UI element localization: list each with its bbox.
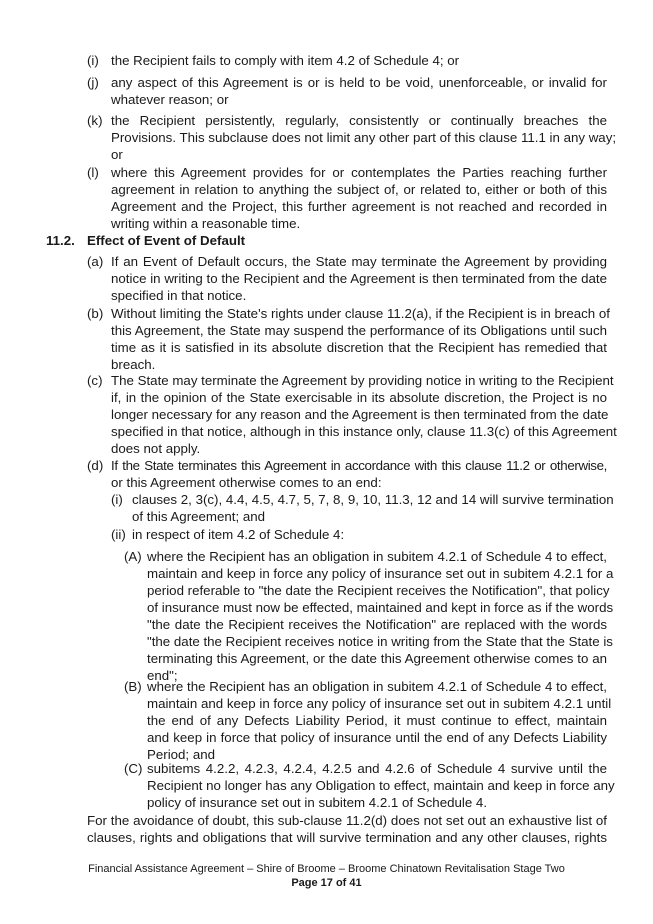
text-line: the Recipient persistently, regularly, consistently or continually breaches the bbox=[111, 113, 607, 128]
clause-a-text bbox=[111, 253, 607, 304]
subsubclause-label-A: (A) bbox=[124, 549, 142, 564]
text-line: in respect of item 4.2 of Schedule 4: bbox=[132, 527, 345, 542]
text-line: clauses, rights and obligations that will survive termination and any other clauses, rights bbox=[87, 830, 607, 845]
text-line: the Recipient fails to comply with item 4.2 of Schedule 4; or bbox=[111, 53, 460, 68]
text-line: the end of any Defects Liability Period, it must continue to effect, maintain bbox=[147, 713, 607, 728]
item-i-text bbox=[111, 52, 607, 69]
text-line: of this Agreement; and bbox=[132, 509, 266, 524]
text-line: where this Agreement provides for or contemplates the Parties reaching further bbox=[111, 165, 607, 180]
item-l-text bbox=[111, 164, 607, 232]
text-line: terminating this Agreement, or the date this Agreement otherwise comes to an bbox=[147, 651, 607, 666]
item-label-j: (j) bbox=[87, 75, 99, 90]
text-line: subitems 4.2.2, 4.2.3, 4.2.4, 4.2.5 and 4.2.6 of Schedule 4 survive until the bbox=[147, 761, 607, 776]
text-line: if, in the opinion of the State exercisable in its absolute discretion, the Project is no bbox=[111, 390, 607, 405]
clause-b-text bbox=[111, 305, 610, 373]
text-line: Provisions. This subclause does not limit any other part of this clause 11.1 in any way; bbox=[111, 130, 617, 145]
subclause-label-ii: (ii) bbox=[111, 527, 126, 542]
clause-label-b: (b) bbox=[87, 306, 104, 321]
text-line: maintain and keep in force any policy of insurance set out in subitem 4.2.1 for a bbox=[147, 566, 614, 581]
subclause-ii-text bbox=[132, 526, 607, 543]
subsubclause-label-B: (B) bbox=[124, 679, 142, 694]
text-line: specified in that notice. bbox=[111, 288, 247, 303]
text-line: Agreement and the Project, this further agreement is not reached and recorded in bbox=[111, 199, 607, 214]
subsubclause-C-text bbox=[147, 760, 615, 811]
subclause-i-text bbox=[132, 491, 614, 525]
section-number: 11.2. bbox=[46, 233, 75, 248]
clause-label-a: (a) bbox=[87, 254, 104, 269]
closing-paragraph bbox=[87, 812, 607, 846]
text-line: Without limiting the State's rights under clause 11.2(a), if the Recipient is in breach of bbox=[111, 306, 610, 321]
item-label-k: (k) bbox=[87, 113, 103, 128]
text-line: notice in writing to the Recipient and the Agreement is then terminated from the date bbox=[111, 271, 607, 286]
item-label-l: (l) bbox=[87, 165, 99, 180]
page-number bbox=[0, 876, 653, 890]
item-k-text bbox=[111, 112, 617, 163]
text-line: "the date the Recipient receives notice in writing from the State that the State is bbox=[147, 634, 613, 649]
footer-title: Financial Assistance Agreement – Shire of Broome – Broome Chinatown Revitalisation Stage Two bbox=[88, 863, 565, 875]
text-line: maintain and keep in force any policy of insurance set out in subitem 4.2.1 until bbox=[147, 696, 612, 711]
text-line: period referable to "the date the Recipient receives the Notification", that policy bbox=[147, 583, 610, 598]
page-number-text: Page 17 of 41 bbox=[291, 877, 362, 889]
text-line: longer necessary for any reason and the Agreement is then terminated from the date bbox=[111, 407, 609, 422]
clause-label-c: (c) bbox=[87, 373, 103, 388]
text-line: whatever reason; or bbox=[111, 92, 229, 107]
subsubclause-label-C: (C) bbox=[124, 761, 143, 776]
text-line: For the avoidance of doubt, this sub-clause 11.2(d) does not set out an exhaustive list of bbox=[87, 813, 607, 828]
subclause-label-i: (i) bbox=[111, 492, 123, 507]
item-j-text bbox=[111, 74, 607, 108]
clause-label-d: (d) bbox=[87, 458, 104, 473]
text-line: Period; and bbox=[147, 747, 216, 762]
subsubclause-B-text bbox=[147, 678, 612, 763]
clause-d-text bbox=[111, 457, 607, 491]
clause-c-text bbox=[111, 372, 617, 457]
text-line: specified in that notice, although in this instance only, clause 11.3(c) of this Agreement bbox=[111, 424, 617, 439]
text-line: or this Agreement otherwise comes to an end: bbox=[111, 475, 382, 490]
text-line: this Agreement, the State may suspend the performance of its Obligations until such bbox=[111, 323, 607, 338]
item-label-i: (i) bbox=[87, 53, 99, 68]
text-line: where the Recipient has an obligation in subitem 4.2.1 of Schedule 4 to effect, bbox=[147, 549, 607, 564]
text-line: clauses 2, 3(c), 4.4, 4.5, 4.7, 5, 7, 8, 9, 10, 11.3, 12 and 14 will survive termination bbox=[132, 492, 614, 507]
text-line: If an Event of Default occurs, the State may terminate the Agreement by providing bbox=[111, 254, 607, 269]
text-line: end"; bbox=[147, 668, 178, 683]
text-line: or bbox=[111, 147, 123, 162]
text-line: agreement in relation to anything the subject of, or related to, either or both of this bbox=[111, 182, 607, 197]
text-line: time as it is satisfied in its absolute discretion that the Recipient has remedied that bbox=[111, 340, 607, 355]
text-line: If the State terminates this Agreement in accordance with this clause 11.2 or otherwise, bbox=[111, 458, 607, 473]
text-line: policy of insurance set out in subitem 4.2.1 of Schedule 4. bbox=[147, 795, 488, 810]
text-line: breach. bbox=[111, 357, 156, 372]
text-line: any aspect of this Agreement is or is held to be void, unenforceable, or invalid for bbox=[111, 75, 607, 90]
text-line: The State may terminate the Agreement by providing notice in writing to the Recipient bbox=[111, 373, 614, 388]
text-line: Recipient no longer has any Obligation to effect, maintain and keep in force any bbox=[147, 778, 615, 793]
section-title: Effect of Event of Default bbox=[87, 233, 246, 248]
text-line: writing within a reasonable time. bbox=[111, 216, 301, 231]
text-line: where the Recipient has an obligation in subitem 4.2.1 of Schedule 4 to effect, bbox=[147, 679, 607, 694]
text-line: "the date the Recipient receives the Notification" are replaced with the words bbox=[147, 617, 607, 632]
text-line: of insurance must now be effected, maintained and kept in force as if the words bbox=[147, 600, 614, 615]
subsubclause-A-text bbox=[147, 548, 614, 684]
text-line: and keep in force that policy of insurance until the end of any Defects Liability bbox=[147, 730, 607, 745]
text-line: does not apply. bbox=[111, 441, 201, 456]
